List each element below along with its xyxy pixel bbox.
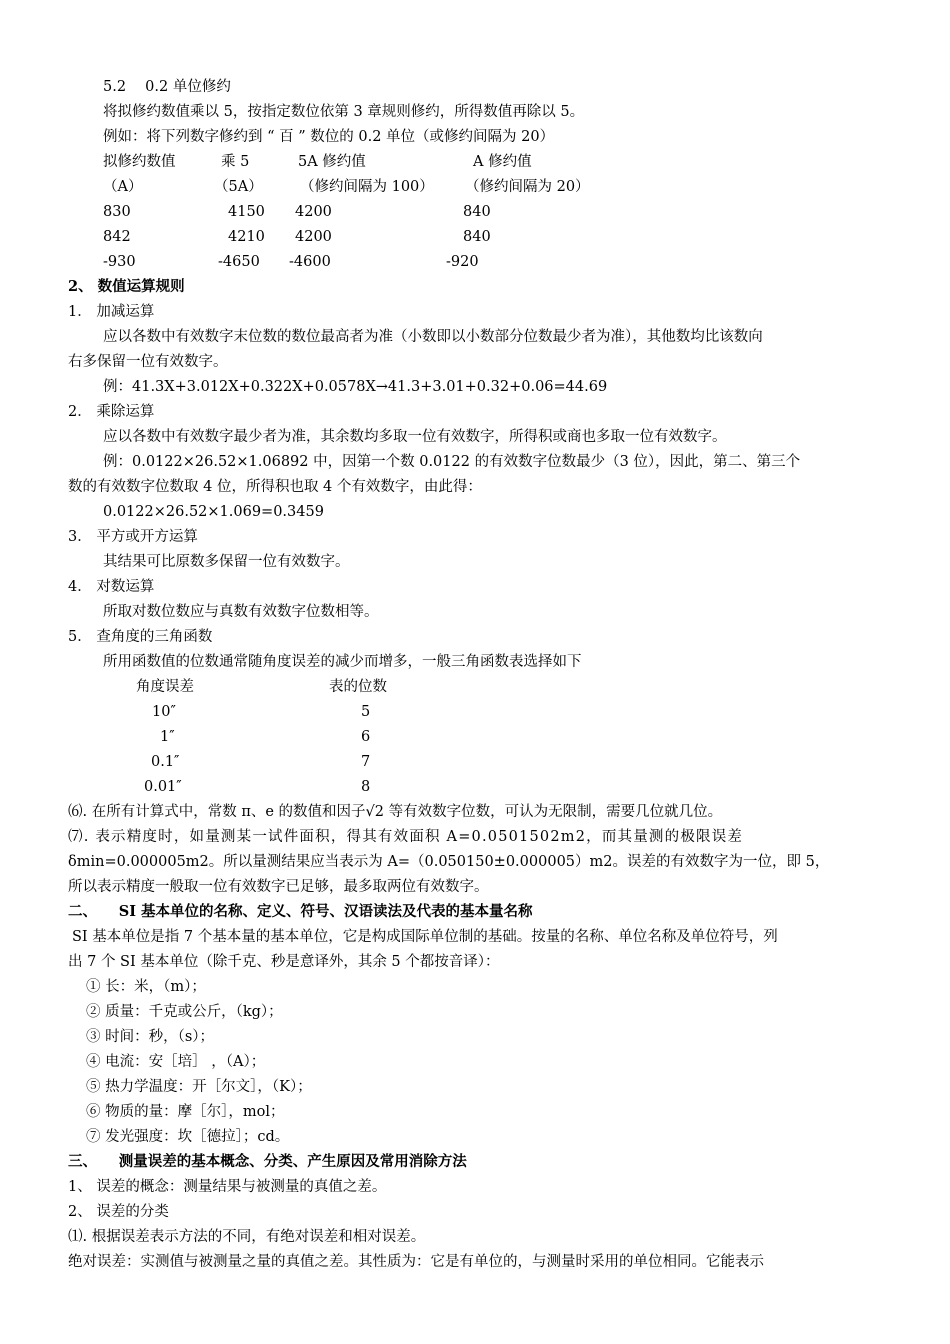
trig-title: 5． 查角度的三角函数 bbox=[68, 629, 213, 645]
si-intro: SI 基本单位是指 7 个基本量的基本单位，它是构成国际单位制的基础。按量的名称、单位名称及单位符号，列 bbox=[72, 929, 778, 945]
trig-table-cell: 7 bbox=[361, 754, 371, 770]
trig-table-cell: 1″ bbox=[160, 729, 175, 745]
table-cell: 840 bbox=[463, 204, 491, 220]
absolute-error: 绝对误差：实测值与被测量之量的真值之差。其性质为：它是有单位的，与测量时采用的单位相同。它能表示 bbox=[68, 1254, 764, 1270]
trig-table-cell: 8 bbox=[361, 779, 371, 795]
trig-body: 所用函数值的位数通常随角度误差的减少而增多，一般三角函数表选择如下 bbox=[103, 654, 582, 670]
trig-table-cell: 0.1″ bbox=[151, 754, 180, 770]
table-cell: -930 bbox=[103, 254, 136, 270]
table-header: 乘 5 bbox=[221, 154, 250, 170]
note-7: ⑺. 表示精度时，如量测某一试件面积，得其有效面积 A=0.0501502m2，而其量测的极限误差 bbox=[68, 829, 744, 845]
section-5-2-example: 例如：将下列数字修约到 “ 百 ” 数位的 0.2 单位（或修约间隔为 20） bbox=[103, 129, 555, 145]
table-cell: 4150 bbox=[228, 204, 265, 220]
table-cell: 830 bbox=[103, 204, 131, 220]
calc-heading: 2、 数值运算规则 bbox=[68, 278, 185, 295]
pow-body: 其结果可比原数多保留一位有效数字。 bbox=[103, 554, 350, 570]
table-header: 5A 修约值 bbox=[298, 154, 366, 170]
pow-title: 3． 平方或开方运算 bbox=[68, 529, 198, 545]
add-body: 应以各数中有效数字末位数的数位最高者为准（小数即以小数部分位数最少者为准），其他数均比该数向 bbox=[103, 329, 763, 345]
list-item: ⑦ 发光强度：坎［德拉］；cd。 bbox=[86, 1129, 290, 1145]
mul-title: 2． 乘除运算 bbox=[68, 404, 155, 420]
error-classification: 2、 误差的分类 bbox=[68, 1204, 169, 1220]
list-item: ④ 电流：安［培］ ，（A）； bbox=[86, 1054, 266, 1070]
error-classification-1: ⑴. 根据误差表示方法的不同，有绝对误差和相对误差。 bbox=[68, 1229, 426, 1245]
log-title: 4． 对数运算 bbox=[68, 579, 155, 595]
table-cell: 842 bbox=[103, 229, 131, 245]
list-item: ⑥ 物质的量：摩［尔］，mol； bbox=[86, 1104, 285, 1120]
si-heading: 二、 SI 基本单位的名称、定义、符号、汉语读法及代表的基本量名称 bbox=[68, 903, 533, 920]
add-title: 1． 加减运算 bbox=[68, 304, 155, 320]
list-item: ③ 时间：秒，（s）； bbox=[86, 1029, 215, 1045]
section-5-2-title: 5.2 0.2 单位修约 bbox=[103, 79, 231, 95]
error-definition: 1、 误差的概念：测量结果与被测量的真值之差。 bbox=[68, 1179, 387, 1195]
mul-body: 应以各数中有效数字最少者为准，其余数均多取一位有效数字，所得积或商也多取一位有效数字。 bbox=[103, 429, 727, 445]
mul-result: 0.0122×26.52×1.069=0.3459 bbox=[103, 504, 324, 520]
list-item: ⑤ 热力学温度：开［尔文］，（K）； bbox=[86, 1079, 312, 1095]
section-5-2-rule: 将拟修约数值乘以 5，按指定数位依第 3 章规则修约，所得数值再除以 5。 bbox=[103, 104, 585, 120]
mul-example: 例：0.0122×26.52×1.06892 中，因第一个数 0.0122 的有效数字位数最少（3 位），因此，第二、第三个 bbox=[103, 454, 801, 470]
table-cell: -920 bbox=[446, 254, 479, 270]
table-cell: 4200 bbox=[295, 229, 332, 245]
table-subheader: （修约间隔为 100） bbox=[300, 179, 434, 195]
si-intro: 出 7 个 SI 基本单位（除千克、秒是意译外，其余 5 个都按音译）： bbox=[68, 954, 500, 970]
trig-table-cell: 5 bbox=[361, 704, 371, 720]
note-7: 所以表示精度一般取一位有效数字已足够，最多取两位有效数字。 bbox=[68, 879, 489, 895]
table-subheader: （5A） bbox=[214, 179, 263, 195]
trig-table-header: 表的位数 bbox=[329, 679, 387, 695]
trig-table-cell: 0.01″ bbox=[144, 779, 182, 795]
table-cell: -4600 bbox=[289, 254, 331, 270]
table-header: A 修约值 bbox=[473, 154, 532, 170]
add-body: 右多保留一位有效数字。 bbox=[68, 354, 228, 370]
list-item: ② 质量：千克或公斤，（kg）； bbox=[86, 1004, 283, 1020]
trig-table-cell: 10″ bbox=[152, 704, 176, 720]
note-6: ⑹. 在所有计算式中，常数 π、e 的数值和因子√2 等有效数字位数，可认为无限制，需要几位就几位。 bbox=[68, 804, 723, 820]
add-example: 例：41.3X+3.012X+0.322X+0.0578X→41.3+3.01+0.32+0.06=44.69 bbox=[103, 379, 608, 395]
note-7: δmin=0.000005m2。所以量测结果应当表示为 A=（0.050150±0.000005）m2。误差的有效数字为一位，即 5， bbox=[68, 854, 830, 870]
table-cell: 4200 bbox=[295, 204, 332, 220]
trig-table-cell: 6 bbox=[361, 729, 371, 745]
trig-table-header: 角度误差 bbox=[136, 679, 194, 695]
table-cell: -4650 bbox=[218, 254, 260, 270]
log-body: 所取对数位数应与真数有效数字位数相等。 bbox=[103, 604, 379, 620]
table-subheader: （修约间隔为 20） bbox=[465, 179, 590, 195]
mul-example: 数的有效数字位数取 4 位，所得积也取 4 个有效数字，由此得： bbox=[68, 479, 482, 495]
error-heading: 三、 测量误差的基本概念、分类、产生原因及常用消除方法 bbox=[68, 1153, 467, 1170]
table-cell: 4210 bbox=[228, 229, 265, 245]
table-cell: 840 bbox=[463, 229, 491, 245]
table-subheader: （A） bbox=[103, 179, 143, 195]
table-header: 拟修约数值 bbox=[103, 154, 176, 170]
list-item: ① 长：米，（m）； bbox=[86, 979, 206, 995]
